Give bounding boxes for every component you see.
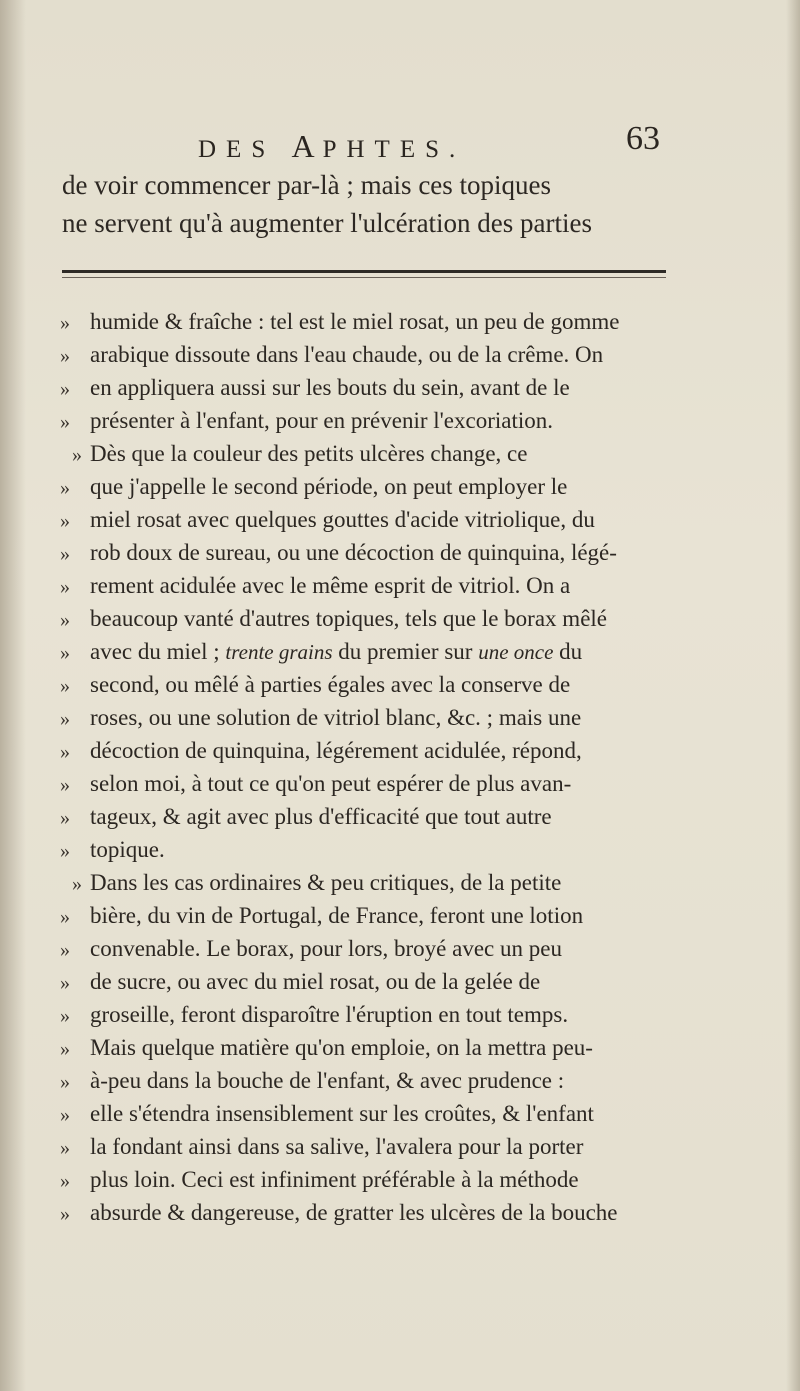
footnote-line-text: roses, ou une solution de vitriol blanc, &c. ; mais une <box>90 705 582 730</box>
footnote-line <box>60 1098 680 1131</box>
footnote-line-text <box>90 636 582 668</box>
footnote-line-text: humide & fraîche : tel est le miel rosat, un peu de gomme <box>90 309 620 334</box>
quote-mark: » <box>60 972 70 994</box>
italic-quantity: trente grains <box>225 640 333 664</box>
footnote-line-text: second, ou mêlé à parties égales avec la conserve de <box>90 672 571 697</box>
running-title-part: DES <box>198 136 276 163</box>
footnote-line <box>60 900 680 933</box>
footnote-line <box>60 471 680 504</box>
footnote-line <box>60 1164 680 1197</box>
footnote-line-text: à-peu dans la bouche de l'enfant, & avec prudence : <box>90 1068 565 1093</box>
quote-mark: » <box>60 1203 70 1225</box>
quote-mark: » <box>72 444 82 466</box>
footnote-separator-rule <box>62 270 666 273</box>
footnote-line <box>60 405 680 438</box>
footnote-line-text: rement acidulée avec le même esprit de vitriol. On a <box>90 573 571 598</box>
page-number: 63 <box>626 120 660 157</box>
running-title-part: PHTES. <box>322 136 466 163</box>
footnote-line <box>60 669 680 702</box>
footnote-line-text: beaucoup vanté d'autres topiques, tels que le borax mêlé <box>90 606 607 631</box>
footnote-line-text: elle s'étendra insensiblement sur les croûtes, & l'enfant <box>90 1101 594 1126</box>
footnote-line <box>60 570 680 603</box>
quote-mark: » <box>60 939 70 961</box>
quote-mark: » <box>60 576 70 598</box>
footnote-line <box>60 1032 680 1065</box>
footnote-line-text: en appliquera aussi sur les bouts du sein, avant de le <box>90 375 570 400</box>
footnote-line-text: groseille, feront disparoître l'éruption en tout temps. <box>90 1002 569 1027</box>
page-gutter-shadow <box>0 0 26 1391</box>
footnote-line <box>20 867 640 900</box>
page-edge-shadow <box>786 0 800 1391</box>
footnote-line <box>20 438 640 471</box>
footnote-line-text: arabique dissoute dans l'eau chaude, ou de la crême. On <box>90 342 604 367</box>
footnote-line <box>60 966 680 999</box>
footnote-line-text: la fondant ainsi dans sa salive, l'avalera pour la porter <box>90 1134 584 1159</box>
quote-mark: » <box>60 543 70 565</box>
quote-mark: » <box>60 411 70 433</box>
footnote-line <box>60 306 680 339</box>
footnote-line <box>60 834 680 867</box>
quote-mark: » <box>60 609 70 631</box>
quote-mark: » <box>60 345 70 367</box>
quote-mark: » <box>60 741 70 763</box>
footnote-line <box>60 999 680 1032</box>
quote-mark: » <box>60 312 70 334</box>
footnote-line-text: présenter à l'enfant, pour en prévenir l'excoriation. <box>90 408 553 433</box>
body-text-line: de voir commencer par-là ; mais ces topiques <box>62 170 552 200</box>
footnote-line-text: convenable. Le borax, pour lors, broyé avec un peu <box>90 936 562 961</box>
quote-mark: » <box>60 1038 70 1060</box>
italic-quantity: une once <box>478 640 554 664</box>
quote-mark: » <box>60 708 70 730</box>
footnote-line <box>60 1065 680 1098</box>
footnote-line-text: topique. <box>90 837 165 862</box>
footnote-line-text: plus loin. Ceci est infiniment préférable à la méthode <box>90 1167 579 1192</box>
quote-mark: » <box>60 774 70 796</box>
text-segment: avec du miel ; <box>90 639 226 664</box>
quote-mark: » <box>60 675 70 697</box>
footnote-line-text: de sucre, ou avec du miel rosat, ou de la gelée de <box>90 969 541 994</box>
body-text-line: ne servent qu'à augmenter l'ulcération des parties <box>62 208 593 238</box>
quote-mark: » <box>60 1071 70 1093</box>
footnote-line-text: tageux, & agit avec plus d'efficacité que tout autre <box>90 804 552 829</box>
footnote-line-text: Mais quelque matière qu'on emploie, on la mettra peu- <box>90 1035 593 1060</box>
quote-mark: » <box>60 510 70 532</box>
footnote-line-text: selon moi, à tout ce qu'on peut espérer de plus avan- <box>90 771 572 796</box>
footnote-line <box>60 702 680 735</box>
quote-mark: » <box>72 873 82 895</box>
footnote-line <box>60 537 680 570</box>
footnote-line-text: que j'appelle le second période, on peut employer le <box>90 474 568 499</box>
footnote-line-text: Dès que la couleur des petits ulcères change, ce <box>90 441 528 466</box>
quote-mark: » <box>60 807 70 829</box>
footnote-line <box>60 801 680 834</box>
quote-mark: » <box>60 1137 70 1159</box>
footnote-line <box>60 603 680 636</box>
running-title-initial: A <box>291 128 323 164</box>
footnote-line-text: bière, du vin de Portugal, de France, feront une lotion <box>90 903 584 928</box>
footnote-line <box>60 1197 680 1230</box>
quote-mark: » <box>60 1005 70 1027</box>
quote-mark: » <box>60 1104 70 1126</box>
footnote-line-text: décoction de quinquina, légérement acidulée, répond, <box>90 738 582 763</box>
text-segment: du premier sur <box>332 639 479 664</box>
footnote-line <box>60 735 680 768</box>
footnote-separator-thin-rule <box>62 277 666 278</box>
quote-mark: » <box>60 1170 70 1192</box>
quote-mark: » <box>60 378 70 400</box>
footnote-line-text: rob doux de sureau, ou une décoction de quinquina, légé- <box>90 540 617 565</box>
footnote-line <box>60 768 680 801</box>
footnote-line <box>60 339 680 372</box>
footnote-line-text: absurde & dangereuse, de gratter les ulcères de la bouche <box>90 1200 618 1225</box>
footnote-line-text: Dans les cas ordinaires & peu critiques, de la petite <box>90 870 562 895</box>
footnote-line <box>60 1131 680 1164</box>
quote-mark: » <box>60 840 70 862</box>
quote-mark: » <box>60 477 70 499</box>
quote-mark: » <box>60 642 70 664</box>
text-segment: du <box>553 639 583 664</box>
footnote-line <box>60 372 680 405</box>
footnote-line <box>60 636 680 669</box>
page-header <box>0 118 800 168</box>
quote-mark: » <box>60 906 70 928</box>
running-title <box>198 128 465 165</box>
footnote-line <box>60 504 680 537</box>
footnote-line-text: miel rosat avec quelques gouttes d'acide vitriolique, du <box>90 507 595 532</box>
footnote-line <box>60 933 680 966</box>
